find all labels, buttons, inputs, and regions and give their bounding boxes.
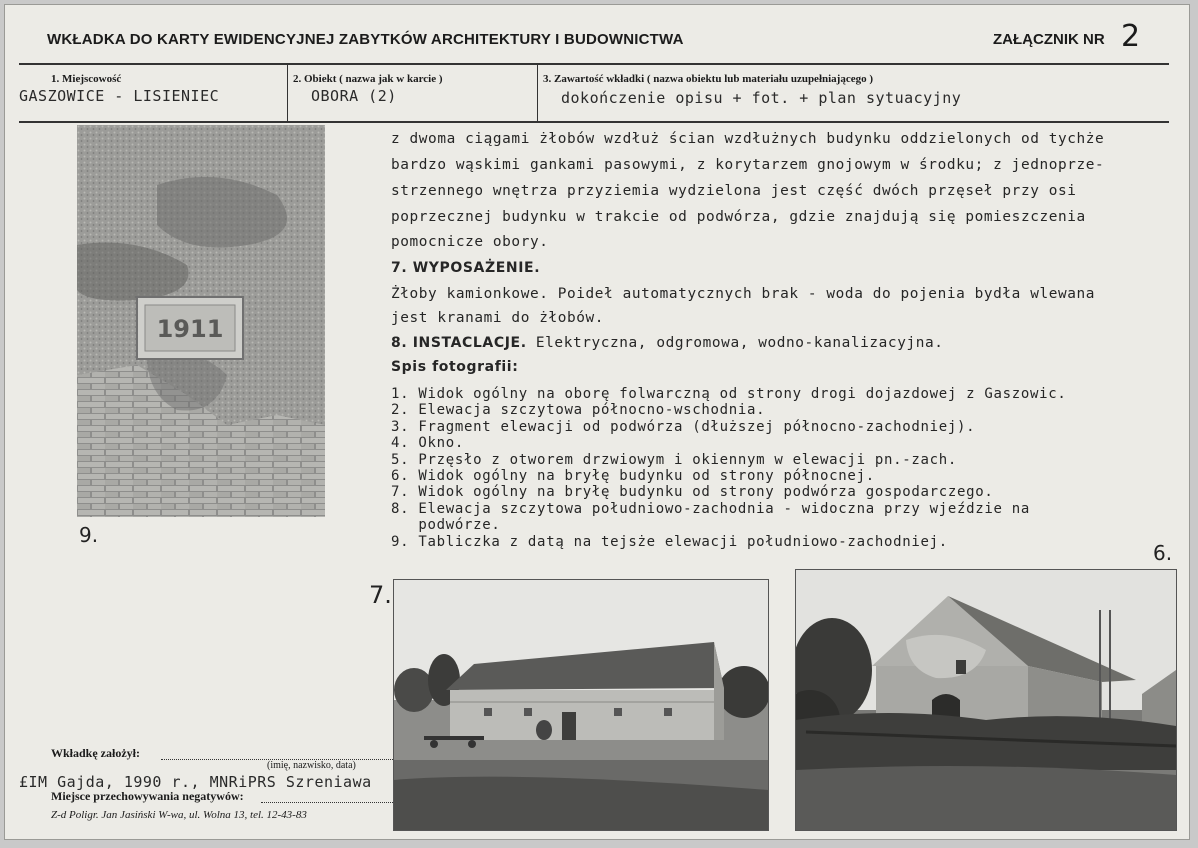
record-card: [4, 4, 1190, 840]
plaque-date: 1911: [156, 315, 224, 343]
attachment-number: 2: [1121, 19, 1141, 54]
photo-list-item: 9. Tabliczka z datą na tejsże elewacji południowo-zachodniej.: [391, 533, 948, 550]
founder-value: £IM Gajda, 1990 r., MNRiPRS Szreniawa: [19, 773, 372, 791]
location-label: 1. Miejscowość: [51, 73, 122, 85]
photo-list-item: 8. Elewacja szczytowa południowo-zachodnia - widoczna przy wjeździe na: [391, 500, 1031, 517]
photo-list-item: 3. Fragment elewacji od podwórza (dłuższej północno-zachodniej).: [391, 418, 976, 435]
body-line-4: poprzecznej budynku w trakcie od podwórza, gdzie znajdują się pomieszczenia: [391, 209, 1086, 225]
founder-label: Wkładkę założył:: [51, 746, 140, 760]
photo-list-item: 5. Przęsło z otworem drzwiowym i okiennym w elewacji pn.-zach.: [391, 451, 957, 468]
section-7-heading: 7. WYPOSAŻENIE.: [391, 260, 541, 276]
photo-list-item: podwórze.: [391, 517, 501, 534]
photo-9-number: 9.: [79, 523, 99, 547]
photo-7-number: 7.: [369, 581, 392, 609]
photo-6-number: 6.: [1153, 541, 1173, 565]
founder-hint: (imię, nazwisko, data): [267, 760, 356, 771]
section-7-line-1: Żłoby kamionkowe. Poideł automatycznych brak - woda do pojenia bydła wlewana: [391, 286, 1096, 302]
photo-list-item: 1. Widok ogólny na oborę folwarczną od strony drogi dojazdowej z Gaszowic.: [391, 386, 1067, 402]
photo-list-item: 7. Widok ogólny na bryłę budynku od strony podwórza gospodarczego.: [391, 484, 994, 501]
body-line-5: pomocnicze obory.: [391, 234, 549, 250]
body-line-3: strzennego wnętrza przyziemia wydzielona jest część dwóch przęseł przy osi: [391, 183, 1077, 199]
header-rule-top: [19, 63, 1169, 65]
photo-7-barn-yard: [393, 579, 769, 831]
card-title: WKŁADKA DO KARTY EWIDENCYJNEJ ZABYTKÓW ARCHITEKTURY I BUDOWNICTWA: [47, 31, 684, 48]
negatives-dotted-line: [261, 792, 393, 803]
field-divider-1: [287, 65, 288, 121]
photo-list-item: 4. Okno.: [391, 435, 465, 452]
content-value: dokończenie opisu + fot. + plan sytuacyjny: [561, 89, 962, 107]
founder-dotted-line: [161, 749, 393, 760]
photo-list-item: 2. Elewacja szczytowa północno-wschodnia.: [391, 402, 766, 419]
object-label: 2. Obiekt ( nazwa jak w karcie ): [293, 73, 443, 85]
section-8: [391, 335, 944, 351]
object-value: OBORA (2): [311, 87, 397, 105]
attachment-label: ZAŁĄCZNIK NR: [993, 31, 1105, 48]
photo-9-plaque: [77, 125, 325, 517]
printer-imprint: Z-d Poligr. Jan Jasiński W-wa, ul. Wolna 13, tel. 12-43-83: [51, 809, 307, 821]
negatives-label: Miejsce przechowywania negatywów:: [51, 789, 244, 803]
section-8-heading: 8. INSTACLACJE.: [391, 335, 527, 351]
section-7-line-2: jest kranami do żłobów.: [391, 310, 605, 326]
body-line-2: bardzo wąskimi gankami pasowymi, z korytarzem gnojowym w środku; z jednoprze-: [391, 157, 1105, 173]
header-rule-bottom: [19, 121, 1169, 123]
photo-6-barn-north: [795, 569, 1177, 831]
photos-heading: Spis fotografii:: [391, 359, 519, 375]
field-divider-2: [537, 65, 538, 121]
body-line-1: z dwoma ciągami żłobów wzdłuż ścian wzdłużnych budynku oddzielonych od tychże: [391, 131, 1105, 147]
section-8-text: Elektryczna, odgromowa, wodno-kanalizacyjna.: [526, 335, 944, 351]
photo-list: [391, 386, 1067, 550]
location-value: GASZOWICE - LISIENIEC: [19, 87, 220, 105]
content-label: 3. Zawartość wkładki ( nazwa obiektu lub materiału uzupełniającego ): [543, 73, 874, 85]
photo-list-item: 6. Widok ogólny na bryłę budynku od strony północnej.: [391, 468, 875, 485]
